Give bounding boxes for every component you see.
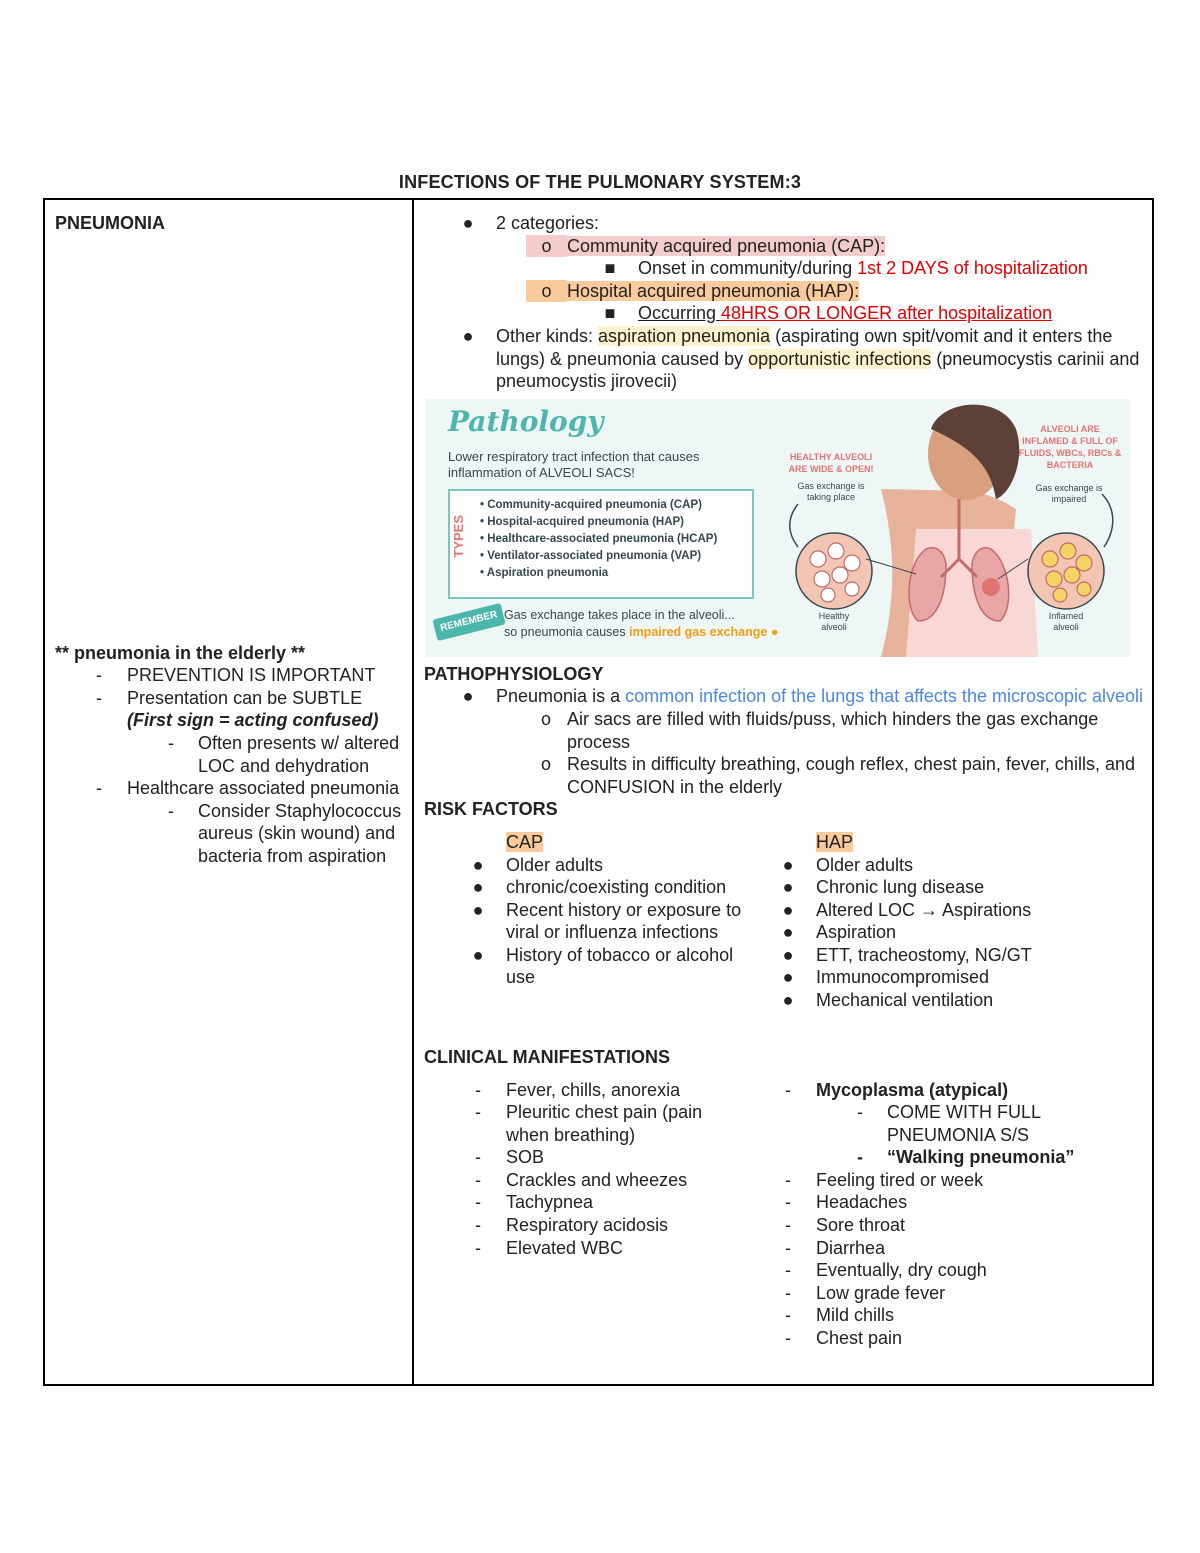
circle-marker: o xyxy=(540,708,551,729)
dash-marker: - xyxy=(475,1147,481,1168)
circle-marker: o xyxy=(526,280,567,303)
dash-marker: - xyxy=(168,732,174,753)
mycoplasma-sub-1: - COME WITH FULL PNEUMONIA S/S xyxy=(857,1102,1041,1145)
hap-risk-item: ● Chronic lung disease xyxy=(734,876,1148,899)
clinical-item: - Fever, chills, anorexia xyxy=(424,1079,734,1102)
mycoplasma-symptom-item: - Eventually, dry cough xyxy=(734,1259,1148,1282)
mycoplasma-symptom-item: - Chest pain xyxy=(734,1327,1148,1350)
clinical-item: - SOB xyxy=(424,1146,734,1169)
pneumonia-heading: PNEUMONIA xyxy=(55,213,166,233)
bullet-marker: ● xyxy=(472,899,484,920)
notes-table xyxy=(43,198,1154,1386)
dash-marker: - xyxy=(475,1102,481,1123)
left-spacer xyxy=(55,235,407,642)
elderly-item-healthcare: - Healthcare associated pneumonia xyxy=(55,777,407,800)
dash-marker: - xyxy=(785,1305,791,1326)
clinical-item: - Tachypnea xyxy=(424,1191,734,1214)
bullet-marker: ● xyxy=(462,325,474,346)
first-sign-text: (First sign = acting confused) xyxy=(127,710,379,731)
bullet-marker: ● xyxy=(462,686,474,707)
healthy-label: HEALTHY ALVEOLI ARE WIDE & OPEN! xyxy=(788,451,874,474)
type-item: • Healthcare-associated pneumonia (HCAP) xyxy=(480,532,718,545)
dash-marker: - xyxy=(475,1079,481,1100)
hap-item: o Hospital acquired pneumonia (HAP): xyxy=(424,280,1148,303)
infographic-subtitle: Lower respiratory tract infection that causes inflammation of ALVEOLI SACS! xyxy=(448,448,700,480)
clinical-columns xyxy=(424,1079,1148,1369)
bullet-marker: ● xyxy=(782,967,794,988)
clinical-item: - Pleuritic chest pain (pain when breathing) xyxy=(424,1101,734,1146)
healthy-sublabel: Gas exchange is taking place xyxy=(797,480,865,502)
document-title: INFECTIONS OF THE PULMONARY SYSTEM:3 xyxy=(398,172,802,192)
bullet-marker: ● xyxy=(782,990,794,1011)
bullet-marker: ● xyxy=(782,877,794,898)
infection-spot xyxy=(982,578,1000,596)
categories-intro: ● 2 categories: xyxy=(424,212,1148,235)
dash-marker: - xyxy=(785,1328,791,1349)
type-item: • Ventilator-associated pneumonia (VAP) xyxy=(480,549,702,562)
hap-label: HAP xyxy=(816,831,854,852)
dash-marker: - xyxy=(475,1215,481,1236)
circle-marker: o xyxy=(540,754,551,775)
patho-heading: PATHOPHYSIOLOGY xyxy=(424,663,604,684)
patho-sub-1: o Air sacs are filled with fluids/puss, which hinders the gas exchange process xyxy=(424,708,1148,753)
risk-heading: RISK FACTORS xyxy=(424,799,558,820)
risk-columns xyxy=(424,831,1148,1036)
clinical-heading: CLINICAL MANIFESTATIONS xyxy=(424,1046,670,1067)
cap-item: o Community acquired pneumonia (CAP): xyxy=(424,235,1148,258)
mycoplasma-item: - Mycoplasma (atypical) xyxy=(785,1079,1009,1100)
elderly-item-prevention: - PREVENTION IS IMPORTANT xyxy=(55,664,407,687)
clinical-right-column xyxy=(734,1079,1148,1350)
healthy-caption: Healthy alveoli xyxy=(818,610,850,632)
hap-onset: ■ Occurring 48HRS OR LONGER after hospitalization xyxy=(424,302,1148,325)
bullet-marker: ● xyxy=(472,854,484,875)
risk-hap-column xyxy=(734,831,1148,1012)
type-item: • Community-acquired pneumonia (CAP) xyxy=(480,498,702,511)
dash-marker: - xyxy=(785,1282,791,1303)
inflamed-caption: Inflamed alveoli xyxy=(1048,610,1084,632)
bullet-marker: ● xyxy=(782,854,794,875)
hap-risk-item: ● Aspiration xyxy=(734,921,1148,944)
dash-marker: - xyxy=(475,1237,481,1258)
bullet-marker: ● xyxy=(782,922,794,943)
types-label: TYPES xyxy=(451,514,466,558)
bullet-marker: ● xyxy=(782,899,794,920)
infographic-title: Pathology xyxy=(448,404,604,438)
dash-marker: - xyxy=(785,1192,791,1213)
right-column xyxy=(424,212,1148,1369)
clinical-item: - Respiratory acidosis xyxy=(424,1214,734,1237)
left-column xyxy=(55,212,407,868)
square-marker: ■ xyxy=(604,303,616,324)
column-divider xyxy=(412,200,414,1384)
cap-risk-item: ● Older adults xyxy=(424,854,764,877)
mycoplasma-symptom-item: - Sore throat xyxy=(734,1214,1148,1237)
clinical-left-column xyxy=(424,1079,734,1260)
cap-onset: ■ Onset in community/during 1st 2 DAYS of hospitalization xyxy=(424,257,1148,280)
dash-marker: - xyxy=(96,687,102,708)
cap-risk-item: ● History of tobacco or alcohol use xyxy=(424,944,764,989)
cap-risk-item: ● chronic/coexisting condition xyxy=(424,876,764,899)
dash-marker: - xyxy=(96,665,102,686)
hap-risk-item: ● Older adults xyxy=(734,854,1148,877)
cap-risk-item: ● Recent history or exposure to viral or influenza infections xyxy=(424,899,764,944)
dash-marker: - xyxy=(785,1260,791,1281)
cap-label: CAP xyxy=(506,831,544,852)
hap-risk-item: ● Immunocompromised xyxy=(734,966,1148,989)
elderly-subitem-loc: - Often presents w/ altered LOC and dehydration xyxy=(55,732,407,777)
hap-risk-item: ● Altered LOC → Aspirations xyxy=(734,899,1148,922)
type-item: • Aspiration pneumonia xyxy=(480,566,609,579)
mycoplasma-symptom-item: - Feeling tired or week xyxy=(734,1169,1148,1192)
clinical-item: - Elevated WBC xyxy=(424,1237,734,1260)
elderly-subitem-staph: - Consider Staphylococcus aureus (skin wound) and bacteria from aspiration xyxy=(55,800,407,868)
dash-marker: - xyxy=(475,1192,481,1213)
arrow-curve xyxy=(790,504,798,547)
remember-note: Gas exchange takes place in the alveoli... so pneumonia causes impaired gas exchange ● xyxy=(504,607,779,639)
bullet-marker: ● xyxy=(472,944,484,965)
dash-marker: - xyxy=(785,1169,791,1190)
elderly-item-subtle: - Presentation can be SUBTLE (First sign = acting confused) xyxy=(55,687,407,732)
patho-sub-2: o Results in difficulty breathing, cough reflex, chest pain, fever, chills, and CONFUSION in the elderly xyxy=(424,753,1148,798)
mycoplasma-symptom-item: - Low grade fever xyxy=(734,1282,1148,1305)
square-marker: ■ xyxy=(604,258,616,279)
dash-marker: - xyxy=(785,1215,791,1236)
risk-cap-column xyxy=(424,831,764,989)
remember-badge: REMEMBER xyxy=(432,603,505,641)
dash-marker: - xyxy=(475,1169,481,1190)
patho-line: ● Pneumonia is a common infection of the lungs that affects the microscopic alveoli xyxy=(424,685,1148,708)
mycoplasma-symptom-item: - Diarrhea xyxy=(734,1237,1148,1260)
bullet-marker: ● xyxy=(782,944,794,965)
mycoplasma-sub-2: - “Walking pneumonia” xyxy=(857,1147,1075,1168)
type-item: • Hospital-acquired pneumonia (HAP) xyxy=(480,515,685,528)
hap-risk-item: ● ETT, tracheostomy, NG/GT xyxy=(734,944,1148,967)
mycoplasma-symptom-item: - Mild chills xyxy=(734,1304,1148,1327)
elderly-heading: ** pneumonia in the elderly ** xyxy=(55,642,306,663)
bullet-marker: ● xyxy=(462,213,474,233)
dash-marker: - xyxy=(785,1237,791,1258)
bullet-marker: ● xyxy=(472,877,484,898)
other-kinds: ● Other kinds: aspiration pneumonia (aspirating own spit/vomit and it enters the lungs) & pneumonia caused by opportunistic infections (pneumocystis carinii and pneumocystis jirovecii) xyxy=(424,325,1148,393)
inflamed-label: ALVEOLI ARE INFLAMED & FULL OF FLUIDS, WBCs, RBCs & BACTERIA xyxy=(1018,423,1122,470)
inflamed-sublabel: Gas exchange is impaired xyxy=(1035,482,1103,504)
dash-marker: - xyxy=(168,800,174,821)
mycoplasma-symptom-item: - Headaches xyxy=(734,1191,1148,1214)
hap-risk-item: ● Mechanical ventilation xyxy=(734,989,1148,1012)
circle-marker: o xyxy=(526,235,567,258)
clinical-item: - Crackles and wheezes xyxy=(424,1169,734,1192)
dash-marker: - xyxy=(96,778,102,799)
pathology-infographic xyxy=(426,399,1131,657)
